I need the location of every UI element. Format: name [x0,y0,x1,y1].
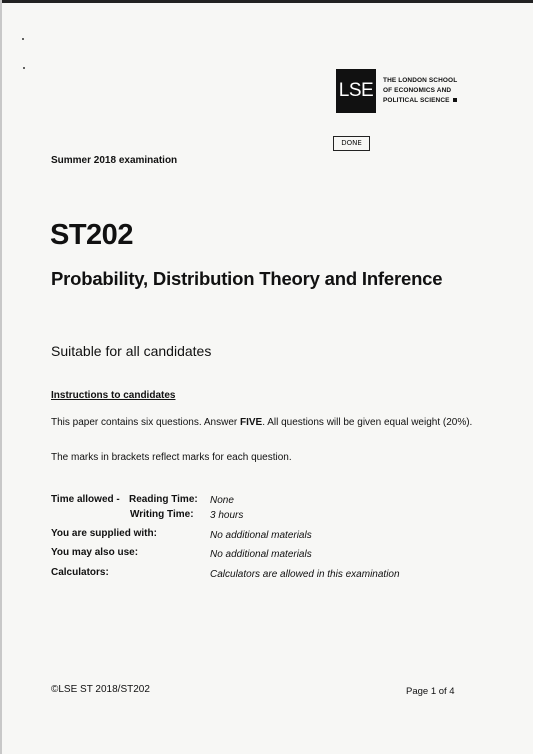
scan-speck [23,67,25,69]
reading-time-label: Reading Time: [129,494,198,505]
time-allowed-label: Time allowed - [51,494,120,505]
scan-speck [22,38,24,40]
done-stamp: DONE [333,136,370,151]
calculators-label: Calculators: [51,567,109,578]
instructions-line-1 [51,417,472,428]
course-title: Probability, Distribution Theory and Inference [51,268,443,289]
scan-left-edge [0,0,2,754]
writing-time-label: Writing Time: [130,509,194,520]
instructions-line-2: The marks in brackets reflect marks for each question. [51,452,292,463]
reading-time-value: None [210,495,234,506]
exam-session: Summer 2018 examination [51,155,178,166]
also-use-value: No additional materials [210,549,312,560]
candidate-suitability: Suitable for all candidates [51,343,212,359]
lse-logo [336,69,457,113]
supplied-label: You are supplied with: [51,528,157,539]
instructions-line-1-start: This paper contains six questions. Answer [51,417,240,428]
course-code: ST202 [50,219,133,251]
also-use-label: You may also use: [51,547,139,558]
page-number: Page 1 of 4 [406,686,455,697]
instructions-answer-count: FIVE [239,417,263,428]
logo-line-3: POLITICAL SCIENCE [383,97,450,104]
lse-logo-mark: LSE [336,69,376,113]
writing-time-value: 3 hours [210,510,244,521]
scan-top-edge [0,0,533,3]
calculators-value: Calculators are allowed in this examination [210,569,400,580]
instructions-heading: Instructions to candidates [51,390,176,401]
logo-line-1: THE LONDON SCHOOL [383,77,458,84]
logo-square-icon [453,98,457,102]
supplied-value: No additional materials [210,530,312,541]
lse-logo-text [383,76,457,106]
instructions-line-1-end: . All questions will be given equal weight (20%). [262,417,473,428]
copyright-footer: ©LSE ST 2018/ST202 [51,684,150,695]
logo-line-2: OF ECONOMICS AND [383,87,452,94]
logo-line-3-row [383,96,457,106]
